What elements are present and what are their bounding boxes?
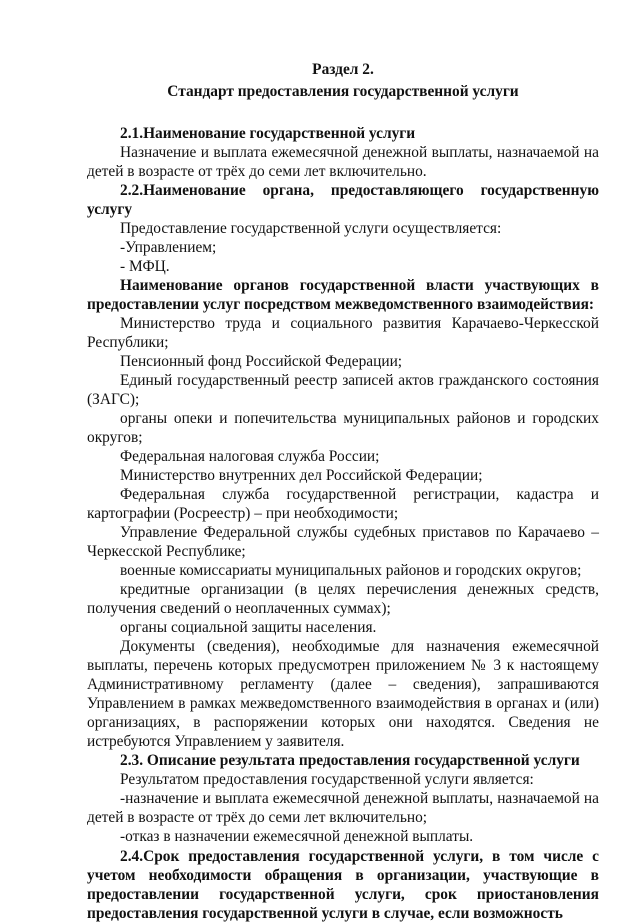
list-item: Министерство труда и социального развития Карачаево-Черкесской Республики; — [87, 315, 599, 351]
document-body — [87, 60, 599, 923]
paragraph-2-3-c: -отказ в назначении ежемесячной денежной выплаты. — [120, 828, 474, 845]
list-item: кредитные организации (в целях перечисления денежных средств, получения сведений о неоплаченных суммах); — [87, 581, 599, 617]
heading-2-1: 2.1.Наименование государственной услуги — [120, 125, 416, 142]
list-item: Управление Федеральной службы судебных приставов по Карачаево – Черкесской Республике; — [87, 524, 599, 560]
paragraph-2-2-c: - МФЦ. — [120, 258, 170, 275]
paragraph-2-3-b: -назначение и выплата ежемесячной денежной выплаты, назначаемой на детей в возрасте от трёх до семи лет включительно; — [87, 790, 599, 826]
list-item: Пенсионный фонд Российской Федерации; — [120, 353, 403, 370]
list-item: Федеральная налоговая служба России; — [120, 448, 380, 465]
list-item: Федеральная служба государственной регистрации, кадастра и картографии (Росреестр) – при необходимости; — [87, 486, 599, 522]
paragraph-2-1: Назначение и выплата ежемесячной денежной выплаты, назначаемой на детей в возрасте от трёх до семи лет включительно. — [87, 144, 599, 180]
list-item: Министерство внутренних дел Российской Федерации; — [120, 467, 483, 484]
list-item: органы опеки и попечительства муниципальных районов и городских округов; — [87, 410, 599, 446]
list-item: военные комиссариаты муниципальных районов и городских округов; — [120, 562, 582, 579]
section-number: Раздел 2. — [312, 61, 374, 78]
heading-2-3: 2.3. Описание результата предоставления государственной услуги — [120, 752, 580, 769]
heading-interagency: Наименование органов государственной власти участвующих в предоставлении услуг посредством межведомственного взаимодействия: — [87, 277, 599, 313]
heading-2-2: 2.2.Наименование органа, предоставляющего государственную услугу — [87, 182, 599, 218]
paragraph-2-2-b: -Управлением; — [120, 239, 217, 256]
paragraph-documents: Документы (сведения), необходимые для назначения ежемесячной выплаты, перечень которых предусмотрен приложением № 3 к настоящему Административному регламенту (далее – сведения), запрашиваются Управлением в рамках межведомственного взаимодействия в органах и (или) организациях, в распоряжении которых они находятся. Сведения не истребуются Управлением у заявителя. — [87, 638, 599, 750]
paragraph-2-3-a: Результатом предоставления государственной услуги является: — [120, 771, 534, 788]
paragraph-2-2-a: Предоставление государственной услуги осуществляется: — [120, 220, 502, 237]
section-title: Стандарт предоставления государственной услуги — [167, 83, 519, 100]
list-item: органы социальной защиты населения. — [120, 619, 377, 636]
heading-2-4: 2.4.Срок предоставления государственной услуги, в том числе с учетом необходимости обращения в организации, участвующие в предоставлении государственной услуги, срок приостановления предоставления государственной услуги в случае, если возможность — [87, 848, 599, 922]
list-item: Единый государственный реестр записей актов гражданского состояния (ЗАГС); — [87, 372, 599, 408]
